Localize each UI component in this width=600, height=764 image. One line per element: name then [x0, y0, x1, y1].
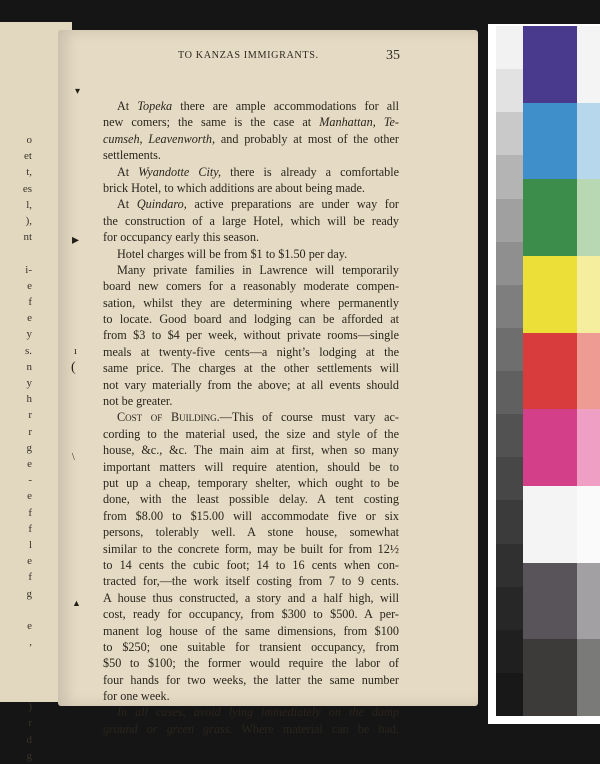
text-run: meals at twenty-five cents—a night’s lodging at the: [103, 344, 399, 359]
text-line: [103, 131, 399, 147]
text-line: [103, 459, 399, 475]
gray-patch: [496, 242, 523, 285]
text-run: there is already a comfortable: [221, 164, 400, 179]
tint-patch: [577, 486, 600, 563]
text-run: cording to the material used, the size and style of the: [103, 426, 399, 441]
gray-patch: [496, 414, 523, 457]
gray-patch: [496, 69, 523, 112]
color-patch: [523, 26, 577, 103]
text-run: Hotel charges will be from $1 to $1.50 per day.: [117, 246, 348, 261]
italic-run: Topeka: [137, 99, 173, 113]
color-patch: [523, 409, 577, 486]
facing-page-fragment: ),: [25, 215, 32, 228]
facing-page-fragment: h: [26, 393, 32, 406]
page-header: [118, 48, 400, 68]
text-run: At: [117, 164, 139, 179]
text-line: [103, 196, 399, 212]
facing-page-fragment: t,: [26, 166, 32, 179]
text-run: from $8.00 to $15.00 will accommodate five or six: [103, 508, 399, 523]
text-line: [103, 409, 399, 425]
facing-page-fragment: g: [26, 587, 32, 600]
text-line: [103, 360, 399, 376]
running-head: TO KANZAS IMMIGRANTS.: [178, 50, 319, 61]
text-run: not be greater.: [103, 394, 173, 409]
text-run: from $3 to $4 per week, without private rooms—single: [103, 328, 399, 343]
text-run: important matters will require atention, should be to: [103, 459, 399, 474]
text-line: [103, 262, 399, 278]
page-number: 35: [386, 48, 400, 63]
text-line: [103, 246, 399, 262]
facing-page-text-fragments: [4, 132, 34, 764]
tint-patch: [577, 26, 600, 103]
gray-patch: [496, 112, 523, 155]
gray-patch: [496, 500, 523, 543]
text-line: [103, 557, 399, 573]
italic-run: Wyandotte City,: [138, 164, 222, 179]
facing-page-fragment: l,: [26, 198, 32, 211]
text-line: [103, 114, 399, 130]
text-run: active preparations are under way for: [186, 197, 399, 212]
facing-page-fragment: n: [26, 360, 32, 373]
facing-page-fragment: e: [27, 312, 32, 325]
text-run: new comers; the same is the case at: [103, 115, 320, 130]
text-run: $50 to $100; the former would require the labor of: [103, 656, 399, 671]
facing-page-fragment: [4, 602, 34, 618]
text-run: for one week.: [103, 689, 170, 704]
text-line: [103, 623, 399, 639]
facing-page-fragment: ,: [29, 636, 32, 649]
gray-patch: [496, 587, 523, 630]
facing-page-fragment: [4, 667, 34, 683]
facing-page-fragment: [4, 245, 34, 261]
gray-patch: [496, 457, 523, 500]
text-run: At: [117, 197, 137, 212]
text-line: [103, 180, 399, 196]
color-patch: [523, 256, 577, 333]
facing-page-fragment: g: [26, 441, 32, 454]
text-line: [103, 508, 399, 524]
facing-page-fragment: r: [28, 717, 32, 730]
text-line: [103, 426, 399, 442]
facing-page-fragment: e: [27, 620, 32, 633]
text-line: [103, 721, 399, 737]
text-run: At: [117, 99, 138, 113]
facing-page-fragment: l: [28, 539, 32, 552]
margin-mark: ▾: [75, 86, 81, 97]
grayscale-strip: [496, 26, 523, 716]
text-line: [103, 672, 399, 688]
text-run: persons, tolerably well. A stone house, somewhat: [103, 525, 399, 540]
color-patch: [523, 563, 577, 640]
facing-page-fragment: ): [28, 701, 32, 714]
facing-page-fragment: f: [28, 296, 32, 309]
text-run: same price. The charges at the other settlements will: [103, 361, 399, 376]
text-line: [103, 606, 399, 622]
tint-patches: [577, 26, 600, 716]
gray-patch: [496, 199, 523, 242]
facing-page-fragment: r: [28, 425, 32, 438]
text-line: [103, 344, 399, 360]
text-line: [103, 98, 399, 114]
facing-page-fragment: -: [28, 474, 32, 487]
facing-page-fragment: g: [26, 749, 32, 762]
facing-page-fragment: d: [26, 733, 32, 746]
text-line: [103, 639, 399, 655]
text-run: board new comers for a reasonably moderate compen-: [103, 279, 399, 294]
text-run: to locate. Good board and lodging can be afforded at: [103, 312, 399, 327]
text-run: done, with the least possible delay. A tent costing: [103, 492, 399, 507]
text-run: there are ample accommodations for all: [172, 99, 399, 113]
text-line: [103, 524, 399, 540]
text-run: put up a cheap, temporary shelter, which ought to be: [103, 475, 399, 490]
facing-page-fragment: nt: [23, 231, 32, 244]
gray-patch: [496, 673, 523, 716]
italic-run: ground or green grass.: [103, 721, 233, 736]
margin-mark: ▸: [72, 233, 80, 248]
text-line: [103, 393, 399, 409]
gray-patch: [496, 328, 523, 371]
text-run: the construction of a large Hotel, which will be ready: [103, 213, 399, 228]
facing-page-fragment: e: [27, 458, 32, 471]
text-run: four hands for two weeks, the latter the same number: [103, 672, 399, 687]
facing-page-fragment: f: [28, 571, 32, 584]
text-line: [103, 573, 399, 589]
italic-run: Quindaro,: [136, 197, 187, 212]
margin-mark: \: [72, 452, 75, 463]
tint-patch: [577, 639, 600, 716]
gray-patch: [496, 371, 523, 414]
text-line: [103, 327, 399, 343]
italic-run: Manhattan, Te-: [319, 115, 399, 130]
text-line: [103, 147, 399, 163]
color-patch: [523, 179, 577, 256]
facing-page-fragment: s.: [24, 344, 32, 357]
text-run: to 14 cents the cubic foot; 14 to 16 cents when con-: [103, 557, 399, 572]
section-heading: Cost of Building.: [117, 410, 220, 425]
text-line: [103, 377, 399, 393]
facing-page-fragment: y: [26, 377, 32, 390]
facing-page-fragment: [4, 651, 34, 667]
text-run: tracted for,—the work itself costing from 7 to 9 cents.: [103, 574, 399, 589]
color-patch: [523, 486, 577, 563]
text-line: [103, 213, 399, 229]
facing-page-fragment: r: [28, 409, 32, 422]
text-line: [103, 229, 399, 245]
text-line: [103, 491, 399, 507]
tint-patch: [577, 256, 600, 333]
text-line: [103, 295, 399, 311]
margin-mark: (: [71, 360, 76, 375]
gray-patch: [496, 26, 523, 69]
facing-page-fragment: es: [22, 182, 32, 195]
tint-patch: [577, 179, 600, 256]
color-patch: [523, 333, 577, 410]
facing-page-fragment: et: [24, 150, 32, 163]
text-run: settlements.: [103, 148, 161, 163]
text-line: [103, 704, 399, 720]
tint-patch: [577, 103, 600, 180]
gray-patch: [496, 155, 523, 198]
text-line: [103, 590, 399, 606]
facing-page-fragment: e: [27, 279, 32, 292]
text-run: to $250; one suitable for transient occupancy, from: [103, 639, 399, 654]
facing-page-fragment: [4, 683, 34, 699]
margin-mark: ı: [74, 346, 77, 357]
text-line: [103, 311, 399, 327]
text-run: and probably at most of the other: [215, 131, 399, 146]
color-patches: [523, 26, 577, 716]
body-text: [103, 98, 399, 737]
text-line: [103, 442, 399, 458]
text-line: [103, 475, 399, 491]
facing-page-fragment: e: [27, 490, 32, 503]
facing-page-fragment: e: [27, 555, 32, 568]
text-line: [103, 278, 399, 294]
text-run: cost, ready for occupancy, from $300 to $500. A per-: [103, 607, 399, 622]
text-run: —This of course must vary ac-: [219, 410, 399, 425]
tint-patch: [577, 333, 600, 410]
color-patch: [523, 103, 577, 180]
italic-run: In all cases, avoid lying immediately on the damp: [117, 705, 399, 720]
gray-patch: [496, 630, 523, 673]
tint-patch: [577, 563, 600, 640]
text-run: for occupancy early this season.: [103, 230, 260, 245]
gray-patch: [496, 544, 523, 587]
tint-patch: [577, 409, 600, 486]
facing-page-fragment: i-: [25, 263, 32, 276]
text-line: [103, 541, 399, 557]
color-patch: [523, 639, 577, 716]
text-line: [103, 164, 399, 180]
text-run: sation, whilst they are determining where permanently: [103, 295, 399, 310]
text-line: [103, 655, 399, 671]
text-run: similar to the concrete form, may be built for from 12½: [103, 541, 399, 556]
facing-page-fragment: y: [26, 328, 32, 341]
gray-patch: [496, 285, 523, 328]
text-run: Where material can be had,: [232, 721, 399, 736]
margin-mark: ▲: [72, 598, 81, 608]
text-run: brick Hotel, to which additions are about being made.: [103, 180, 365, 195]
text-run: house, &c., &c. The main aim at first, when so many: [103, 443, 399, 458]
text-run: A house thus constructed, a story and a half high, will: [103, 590, 399, 605]
facing-page-fragment: o: [26, 134, 32, 146]
facing-page-fragment: f: [28, 522, 32, 535]
text-run: Many private families in Lawrence will temporarily: [117, 262, 399, 277]
text-run: not vary materially from the above; at all events should: [103, 377, 399, 392]
text-line: [103, 688, 399, 704]
facing-page-fragment: f: [28, 506, 32, 519]
italic-run: cumseh, Leavenworth,: [103, 131, 216, 146]
text-run: manent log house of the same dimensions, from $100: [103, 623, 399, 638]
